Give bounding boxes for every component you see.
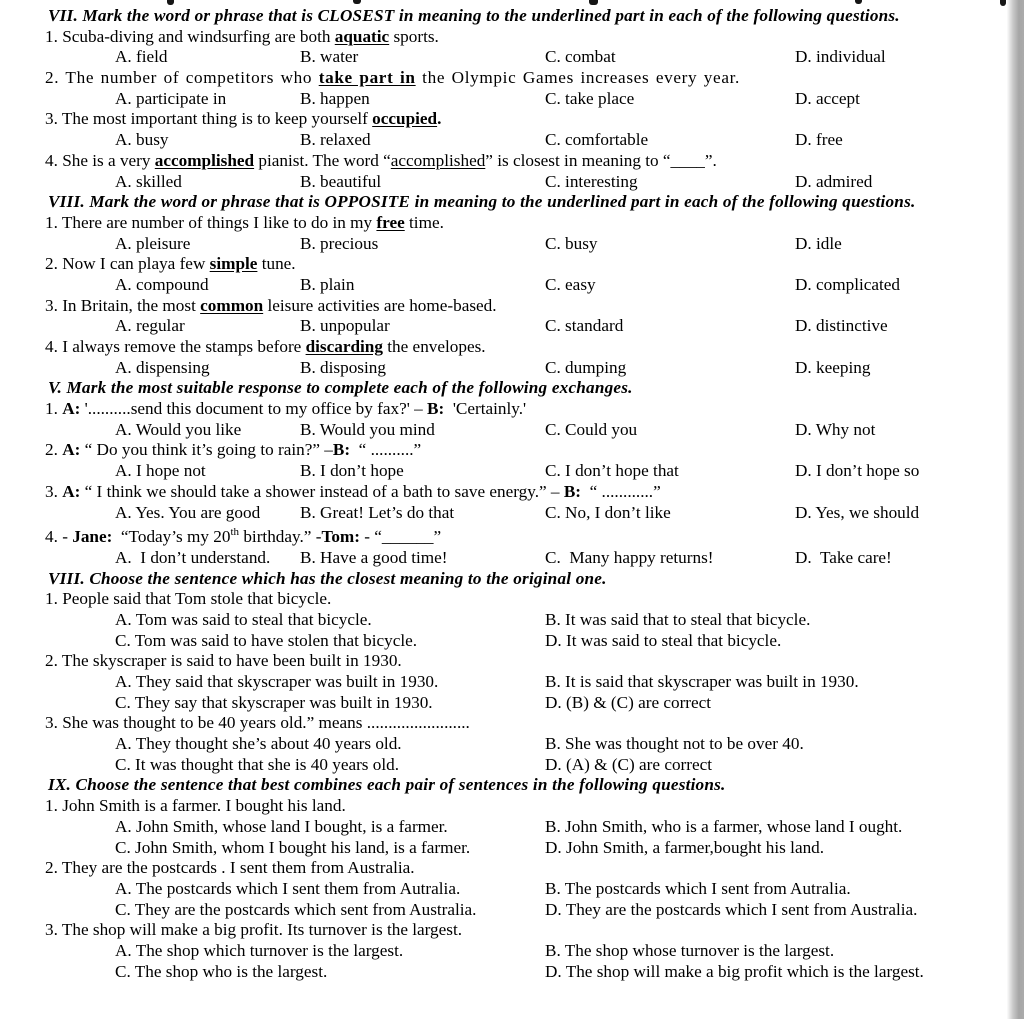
option-D: D. accept xyxy=(795,88,860,108)
option-D: D. I don’t hope so xyxy=(795,461,920,481)
question-text-segment: 2. The number of competitors who xyxy=(45,68,319,88)
question-text xyxy=(0,920,1008,941)
question-text-segment: '..........send this document to my office by fax?' – xyxy=(80,399,428,419)
option-A: A. Would you like xyxy=(115,419,242,439)
section-heading: VIII. Choose the sentence which has the closest meaning to the original one. xyxy=(48,568,607,588)
option-D: D. keeping xyxy=(795,357,871,377)
options-row xyxy=(0,734,1008,755)
option-C: C. Could you xyxy=(545,419,638,439)
option-B: B. It is said that skyscraper was built in 1930. xyxy=(545,672,859,691)
option-D: D. admired xyxy=(795,171,873,191)
question-text-segment: 4. She is a very xyxy=(45,150,155,170)
option-D: D. Why not xyxy=(795,419,876,439)
option-C: C. They are the postcards which sent from Australia. xyxy=(115,899,477,919)
question-text-segment: accomplished xyxy=(390,150,486,170)
option-D: D. John Smith, a farmer,bought his land. xyxy=(545,837,825,857)
option-D: D. Yes, we should xyxy=(795,502,920,522)
question-text-segment: “Today’s my 20 xyxy=(112,527,231,547)
option-A: A. compound xyxy=(115,274,209,294)
option-C: C. John Smith, whom I bought his land, is a farmer. xyxy=(115,837,471,857)
letter-descender-fragment xyxy=(855,0,862,4)
options-row xyxy=(0,941,1008,962)
question-text-segment: birthday.” - xyxy=(239,527,322,547)
options-row xyxy=(0,461,1008,482)
question-text xyxy=(0,27,1008,48)
question-text-segment: A: xyxy=(62,399,81,419)
question-text-segment: the envelopes. xyxy=(382,337,486,356)
question-text-segment: leisure activities are home-based. xyxy=(263,295,497,315)
option-B: B. Great! Let’s do that xyxy=(300,502,455,522)
question-text xyxy=(0,296,1008,317)
section-heading: VII. Mark the word or phrase that is CLOSEST in meaning to the underlined part in each of the following questions. xyxy=(48,6,900,25)
question-text-segment: time. xyxy=(404,212,444,232)
question-text xyxy=(0,482,1008,503)
options-row xyxy=(0,755,1008,776)
option-A: A. busy xyxy=(115,130,169,150)
question-text-segment: 3. In Britain, the most xyxy=(45,295,201,315)
option-C: C. Tom was said to have stolen that bicycle. xyxy=(115,630,418,650)
option-C: C. easy xyxy=(545,274,596,294)
options-row xyxy=(0,693,1008,714)
question-text-segment: “ I think we should take a shower instead of a bath to save energy.” – xyxy=(80,481,564,501)
question-text xyxy=(0,254,1008,275)
question-text-segment: ______ xyxy=(381,527,434,547)
options-row xyxy=(0,172,1008,193)
option-C: C. busy xyxy=(545,233,598,253)
question-text-segment: 3. The shop will make a big profit. Its turnover is the largest. xyxy=(45,920,463,940)
question-text-segment: take part in xyxy=(318,68,416,88)
letter-descender-fragment xyxy=(353,0,361,4)
question-text-segment: 4. - xyxy=(45,527,73,547)
option-B: B. The postcards which I sent from Autralia. xyxy=(545,878,851,898)
question-text-segment: A: xyxy=(62,440,81,460)
question-text xyxy=(0,151,1008,172)
option-A: A. skilled xyxy=(115,171,182,191)
option-A: A. participate in xyxy=(115,88,227,108)
option-A: A. They said that skyscraper was built in 1930. xyxy=(115,672,439,691)
option-C: C. combat xyxy=(545,47,616,67)
option-A: A. I don’t understand. xyxy=(115,547,271,567)
exam-page xyxy=(0,6,1008,982)
question-text-segment: Tom: xyxy=(321,527,360,547)
question-text-segment: tune. xyxy=(257,254,296,274)
question-text-segment: 3. The most important thing is to keep yourself xyxy=(45,109,373,129)
question-text xyxy=(0,399,1008,420)
question-text-segment: 2. xyxy=(45,440,63,460)
question-text xyxy=(0,527,1008,548)
option-A: A. Tom was said to steal that bicycle. xyxy=(115,609,372,629)
question-text xyxy=(0,858,1008,879)
question-text-segment: 2. Now I can playa few xyxy=(45,254,210,274)
question-text xyxy=(0,713,1008,734)
option-D: D. idle xyxy=(795,233,842,253)
question-text xyxy=(0,651,1008,672)
letter-descender-fragment xyxy=(167,0,174,5)
option-B: B. She was thought not to be over 40. xyxy=(545,734,804,754)
question-text-segment: occupied xyxy=(372,109,438,129)
question-text-segment: pianist. The word “ xyxy=(254,150,391,170)
options-row xyxy=(0,962,1008,983)
question-text-segment: B: xyxy=(563,481,582,501)
options-row xyxy=(0,879,1008,900)
question-text-segment: 3. xyxy=(45,481,63,501)
option-B: B. disposing xyxy=(300,357,386,377)
option-A: A. John Smith, whose land I bought, is a farmer. xyxy=(115,816,448,836)
question-text xyxy=(0,796,1008,817)
question-text xyxy=(0,337,1008,358)
option-C: C. They say that skyscraper was built in 1930. xyxy=(115,692,433,712)
option-A: A. dispensing xyxy=(115,357,210,377)
section-heading: VIII. Mark the word or phrase that is OPPOSITE in meaning to the underlined part in each of the following questions. xyxy=(48,192,916,212)
option-B: B. The shop whose turnover is the largest. xyxy=(545,940,835,960)
option-D: D. The shop will make a big profit which is the largest. xyxy=(545,961,924,981)
option-A: A. pleisure xyxy=(115,233,191,253)
question-text-segment: ” is closest in meaning to “ xyxy=(485,150,671,170)
question-text-segment: 1. xyxy=(45,399,63,419)
option-C: C. It was thought that she is 40 years old. xyxy=(115,754,400,774)
option-B: B. John Smith, who is a farmer, whose land I ought. xyxy=(545,816,903,836)
options-row xyxy=(0,672,1008,693)
option-D: D. complicated xyxy=(795,274,900,294)
option-B: B. relaxed xyxy=(300,130,371,150)
option-B: B. beautiful xyxy=(300,171,382,191)
option-C: C. standard xyxy=(545,316,624,336)
option-D: D. distinctive xyxy=(795,316,888,336)
section-heading: IX. Choose the sentence that best combines each pair of sentences in the following questions. xyxy=(48,775,726,795)
question-text xyxy=(0,589,1008,610)
option-B: B. plain xyxy=(300,274,355,294)
options-row xyxy=(0,631,1008,652)
question-text-segment: the Olympic Games increases every year. xyxy=(415,68,740,88)
letter-descender-fragment xyxy=(589,0,598,5)
question-text-segment: 'Certainly.' xyxy=(444,399,527,419)
question-text-segment: “ Do you think it’s going to rain?” – xyxy=(80,440,333,460)
question-text xyxy=(0,68,1008,89)
option-B: B. I don’t hope xyxy=(300,461,404,481)
option-D: D. (B) & (C) are correct xyxy=(545,692,712,712)
question-text-segment: B: xyxy=(427,399,445,419)
question-text-segment: “ ............” xyxy=(581,481,661,501)
option-B: B. unpopular xyxy=(300,316,390,336)
option-A: A. Yes. You are good xyxy=(115,502,261,522)
question-text-segment: 1. Scuba-diving and windsurfing are both xyxy=(45,26,335,46)
question-text-segment: ” xyxy=(433,527,442,547)
question-text-segment: B: xyxy=(332,440,351,460)
options-row xyxy=(0,503,1008,524)
option-A: A. The shop which turnover is the largest. xyxy=(115,940,404,960)
question-text-segment: . xyxy=(437,109,442,129)
options-row xyxy=(0,275,1008,296)
option-D: D. Take care! xyxy=(795,547,892,567)
option-D: D. individual xyxy=(795,47,886,67)
options-row xyxy=(0,47,1008,68)
question-text-segment: 4. I always remove the stamps before xyxy=(45,337,306,356)
question-text-segment: 2. They are the postcards . I sent them from Australia. xyxy=(45,858,415,878)
question-text-segment: 1. John Smith is a farmer. I bought his land. xyxy=(45,796,346,816)
options-row xyxy=(0,358,1008,379)
option-C: C. Many happy returns! xyxy=(545,547,714,567)
options-row xyxy=(0,130,1008,151)
options-row xyxy=(0,900,1008,921)
question-text xyxy=(0,440,1008,461)
question-text-segment: aquatic xyxy=(334,26,390,46)
option-B: B. It was said that to steal that bicycle. xyxy=(545,609,811,629)
page-edge-shadow xyxy=(1007,0,1024,1019)
option-D: D. It was said to steal that bicycle. xyxy=(545,630,782,650)
question-text-segment: 1. People said that Tom stole that bicycle. xyxy=(45,589,332,609)
question-text-segment: common xyxy=(200,295,264,315)
question-text-segment: free xyxy=(376,212,405,232)
option-A: A. I hope not xyxy=(115,461,206,481)
option-B: B. Have a good time! xyxy=(300,547,448,567)
options-row xyxy=(0,548,1008,569)
section-heading: V. Mark the most suitable response to complete each of the following exchanges. xyxy=(48,378,633,398)
option-C: C. dumping xyxy=(545,357,627,377)
option-C: C. interesting xyxy=(545,171,638,191)
option-B: B. happen xyxy=(300,88,370,108)
question-text-segment: ”. xyxy=(704,150,717,170)
option-C: C. I don’t hope that xyxy=(545,461,679,481)
options-row xyxy=(0,420,1008,441)
options-row xyxy=(0,838,1008,859)
question-text xyxy=(0,109,1008,130)
option-C: C. No, I don’t like xyxy=(545,502,671,522)
options-row xyxy=(0,817,1008,838)
option-C: C. take place xyxy=(545,88,635,108)
option-C: C. The shop who is the largest. xyxy=(115,961,328,981)
question-text-segment: discarding xyxy=(305,337,383,356)
option-D: D. free xyxy=(795,130,843,150)
option-D: D. (A) & (C) are correct xyxy=(545,754,713,774)
question-text-segment: “ ..........” xyxy=(350,440,422,460)
options-row xyxy=(0,234,1008,255)
question-text-segment: Jane: xyxy=(72,527,113,547)
option-B: B. precious xyxy=(300,233,379,253)
question-text-segment: sports. xyxy=(389,26,439,46)
question-text-segment: 2. The skyscraper is said to have been built in 1930. xyxy=(45,651,402,671)
option-A: A. They thought she’s about 40 years old. xyxy=(115,734,402,754)
question-text-segment: 3. She was thought to be 40 years old.” means ........................ xyxy=(45,713,470,733)
question-text-segment: th xyxy=(230,526,240,539)
option-C: C. comfortable xyxy=(545,130,649,150)
option-B: B. Would you mind xyxy=(300,419,435,439)
question-text xyxy=(0,213,1008,234)
option-A: A. field xyxy=(115,47,168,67)
option-A: A. The postcards which I sent them from Autralia. xyxy=(115,878,461,898)
question-text-segment: accomplished xyxy=(154,150,255,170)
question-text-segment: 1. There are number of things I like to do in my xyxy=(45,212,377,232)
question-text-segment: ____ xyxy=(670,150,705,170)
option-B: B. water xyxy=(300,47,359,67)
options-row xyxy=(0,316,1008,337)
question-text-segment: - “ xyxy=(359,527,382,547)
options-row xyxy=(0,89,1008,110)
option-D: D. They are the postcards which I sent from Australia. xyxy=(545,899,918,919)
question-text-segment: simple xyxy=(209,254,258,274)
options-row xyxy=(0,610,1008,631)
question-text-segment: A: xyxy=(62,481,81,501)
option-A: A. regular xyxy=(115,316,185,336)
